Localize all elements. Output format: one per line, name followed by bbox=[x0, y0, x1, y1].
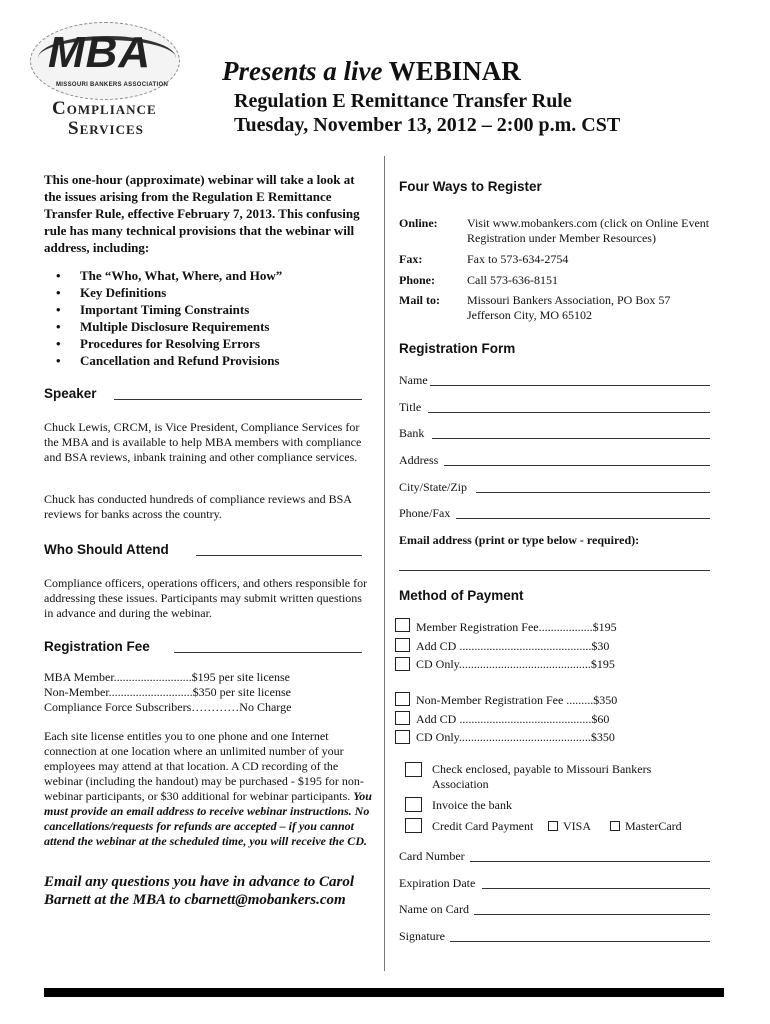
list-item: • Key Definitions bbox=[50, 284, 370, 301]
register-fax-label: Fax: bbox=[399, 252, 423, 266]
fee-subscribers: Compliance Force Subscribers…………No Charge bbox=[44, 700, 292, 714]
credit-card-option: Credit Card Payment bbox=[432, 819, 534, 833]
name-on-card-label: Name on Card bbox=[399, 902, 469, 916]
name-label: Name bbox=[399, 373, 428, 387]
member-fee-option: Member Registration Fee..................$195 bbox=[416, 620, 617, 634]
invoice-option: Invoice the bank bbox=[432, 798, 512, 812]
card-number-label: Card Number bbox=[399, 849, 465, 863]
nonmember-cd-option: Add CD ............................................$60 bbox=[416, 712, 610, 726]
mastercard-checkbox[interactable] bbox=[610, 821, 620, 831]
check-enclosed-option: Check enclosed, payable to Missouri Bankers Association bbox=[432, 762, 652, 791]
fee-heading: Registration Fee bbox=[44, 639, 150, 654]
expiration-field[interactable] bbox=[482, 888, 710, 889]
register-heading: Four Ways to Register bbox=[399, 179, 542, 194]
title-label: Title bbox=[399, 400, 422, 414]
attend-heading: Who Should Attend bbox=[44, 542, 169, 557]
heading-rule bbox=[174, 652, 362, 653]
name-on-card-field[interactable] bbox=[474, 914, 710, 915]
payment-heading: Method of Payment bbox=[399, 588, 524, 603]
logo-line1: Compliance bbox=[52, 98, 157, 119]
email-field[interactable] bbox=[399, 570, 710, 571]
logo-text: MBA bbox=[48, 28, 152, 77]
city-label: City/State/Zip bbox=[399, 480, 467, 494]
expiration-label: Expiration Date bbox=[399, 876, 476, 890]
mba-logo bbox=[30, 22, 190, 140]
bank-field[interactable] bbox=[432, 438, 710, 439]
speaker-bio: Chuck Lewis, CRCM, is Vice President, Compliance Services for the MBA and is available to help MBA members with compliance and BSA reviews, inbank training and other compliance services. bbox=[44, 420, 362, 464]
page-title bbox=[222, 56, 521, 87]
register-phone-label: Phone: bbox=[399, 273, 435, 287]
city-field[interactable] bbox=[476, 492, 710, 493]
nonmember-fee-checkbox[interactable] bbox=[395, 692, 410, 706]
nonmember-cdonly-option: CD Only............................................$350 bbox=[416, 730, 615, 744]
email-label: Email address (print or type below - required): bbox=[399, 533, 640, 547]
register-mail-label: Mail to: bbox=[399, 293, 440, 307]
nonmember-fee-option: Non-Member Registration Fee .........$350 bbox=[416, 693, 618, 707]
register-phone-value: Call 573-636-8151 bbox=[467, 273, 558, 287]
speaker-experience: Chuck has conducted hundreds of compliance reviews and BSA reviews for banks across the country. bbox=[44, 492, 352, 521]
credit-card-checkbox[interactable] bbox=[405, 818, 422, 833]
intro-text: This one-hour (approximate) webinar will take a look at the issues arising from the Regulation E Remittance Transfer Rule, effective February 7, 2013. This confusing rule has many technical provisions that the webinar will address, including: bbox=[44, 172, 360, 255]
fee-details-text: Each site license entitles you to one phone and one Internet connection at one location where an unlimited number of your employees may attend at that location. A CD recording of the webinar (including the handout) may be purchased - $195 for non-webinar participants, or $30 additional for webinar participants. bbox=[44, 729, 364, 803]
visa-label: VISA bbox=[563, 819, 592, 833]
list-item: • Important Timing Constraints bbox=[50, 301, 370, 318]
list-item: • The “Who, What, Where, and How” bbox=[50, 267, 370, 284]
invoice-checkbox[interactable] bbox=[405, 797, 422, 812]
heading-rule bbox=[196, 555, 362, 556]
nonmember-cdonly-checkbox[interactable] bbox=[395, 730, 410, 744]
bank-label: Bank bbox=[399, 426, 425, 440]
title-presents: Presents a live bbox=[222, 56, 383, 86]
nonmember-cd-checkbox[interactable] bbox=[395, 711, 410, 725]
register-mail-value: Missouri Bankers Association, PO Box 57 Jefferson City, MO 65102 bbox=[467, 293, 671, 322]
list-item: • Procedures for Resolving Errors bbox=[50, 335, 370, 352]
title-webinar: WEBINAR bbox=[388, 56, 521, 86]
title-field[interactable] bbox=[428, 412, 710, 413]
fee-member: MBA Member..........................$195 per site license bbox=[44, 670, 290, 684]
email-questions: Email any questions you have in advance to Carol Barnett at the MBA to cbarnett@mobankers.com bbox=[44, 874, 355, 908]
column-divider bbox=[384, 156, 385, 971]
address-field[interactable] bbox=[444, 465, 710, 466]
phone-field[interactable] bbox=[456, 518, 710, 519]
logo-tagline: MISSOURI BANKERS ASSOCIATION bbox=[56, 82, 169, 88]
register-fax-value: Fax to 573-634-2754 bbox=[467, 252, 569, 266]
register-online-value: Visit www.mobankers.com (click on Online Event Registration under Member Resources) bbox=[467, 216, 710, 245]
webinar-subtitle: Regulation E Remittance Transfer Rule bbox=[234, 90, 572, 112]
member-cdonly-checkbox[interactable] bbox=[395, 657, 410, 671]
register-online-label: Online: bbox=[399, 216, 438, 230]
name-field[interactable] bbox=[430, 385, 710, 386]
attend-text: Compliance officers, operations officers, and others responsible for addressing these issues. Participants may submit written questions in advance and during the webinar. bbox=[44, 576, 368, 620]
form-heading: Registration Form bbox=[399, 341, 516, 356]
card-number-field[interactable] bbox=[470, 861, 710, 862]
member-cdonly-option: CD Only............................................$195 bbox=[416, 657, 615, 671]
signature-label: Signature bbox=[399, 929, 445, 943]
fee-nonmember: Non-Member............................$350 per site license bbox=[44, 685, 291, 699]
phone-label: Phone/Fax bbox=[399, 506, 451, 520]
visa-checkbox[interactable] bbox=[548, 821, 558, 831]
signature-field[interactable] bbox=[450, 941, 710, 942]
member-cd-checkbox[interactable] bbox=[395, 638, 410, 652]
fee-policy-text: You must provide an email address to receive webinar instructions. No cancellations/requests for refunds are accepted – if you cannot attend the webinar at the scheduled time, you will receive the CD. bbox=[44, 789, 372, 848]
member-cd-option: Add CD ............................................$30 bbox=[416, 639, 610, 653]
list-item: • Cancellation and Refund Provisions bbox=[50, 352, 370, 369]
heading-rule bbox=[114, 399, 362, 400]
bottom-bar bbox=[44, 988, 724, 997]
mastercard-label: MasterCard bbox=[625, 819, 682, 833]
check-enclosed-checkbox[interactable] bbox=[405, 762, 422, 777]
fee-details bbox=[44, 729, 374, 849]
speaker-heading: Speaker bbox=[44, 386, 97, 401]
webinar-date: Tuesday, November 13, 2012 – 2:00 p.m. CST bbox=[234, 114, 621, 136]
list-item: • Multiple Disclosure Requirements bbox=[50, 318, 370, 335]
topic-list bbox=[50, 267, 370, 369]
logo-line2: Services bbox=[68, 118, 144, 139]
member-fee-checkbox[interactable] bbox=[395, 618, 410, 632]
address-label: Address bbox=[399, 453, 439, 467]
